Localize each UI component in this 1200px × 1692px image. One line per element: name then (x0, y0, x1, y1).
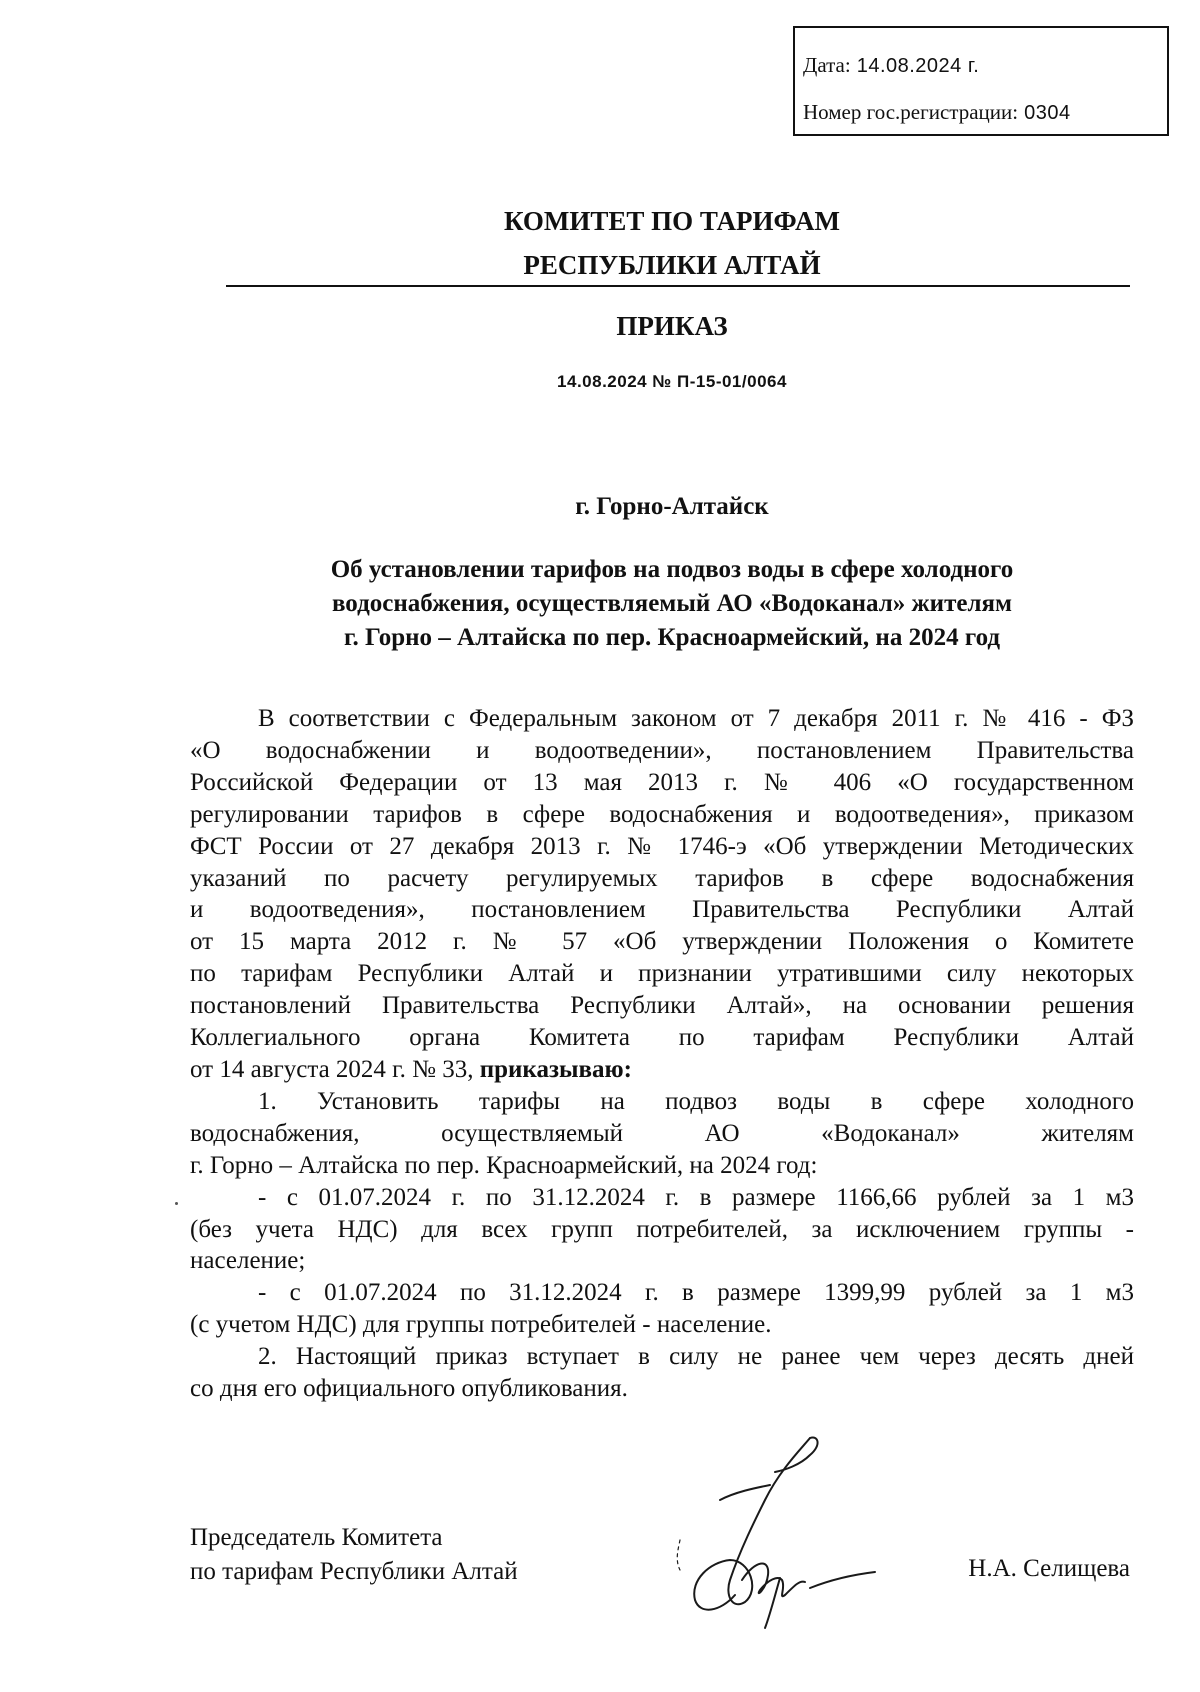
item-line: 1. Установить тарифы на подвоз воды в сфере холодного (258, 1087, 1134, 1115)
tariff-line: (с учетом НДС) для группы потребителей - население. (190, 1311, 772, 1339)
registration-box (793, 26, 1169, 136)
body-line: регулировании тарифов в сфере водоснабжения и водоотведения», приказом (190, 800, 1134, 828)
item-line: водоснабжения, осуществляемый АО «Водоканал» жителям (190, 1119, 1134, 1147)
order-verb: приказываю: (479, 1055, 632, 1083)
reg-number-label: Номер гос.регистрации: (803, 100, 1019, 124)
position-line: Председатель Комитета (190, 1524, 443, 1551)
document-title (222, 553, 1122, 655)
title-line: Об установлении тарифов на подвоз воды в сфере холодного (330, 556, 1014, 583)
registration-number (803, 89, 1167, 136)
item-line: г. Горно – Алтайска по пер. Красноармейский, на 2024 год: (190, 1151, 818, 1179)
signatory-position (190, 1521, 518, 1589)
title-line: водоснабжения, осуществляемый АО «Водоканал» жителям (331, 590, 1013, 617)
body-line: «О водоснабжении и водоотведении», постановлением Правительства (190, 736, 1134, 764)
order-number: 14.08.2024 № П-15-01/0064 (557, 372, 787, 391)
body-line: указаний по расчету регулируемых тарифов в сфере водоснабжения (190, 864, 1134, 892)
tariff-line: население; (190, 1247, 306, 1275)
tariff-line: - с 01.07.2024 г. по 31.12.2024 г. в размере 1166,66 рублей за 1 м3 (258, 1183, 1134, 1211)
date-label: Дата: (803, 53, 851, 77)
tariff-line: - с 01.07.2024 по 31.12.2024 г. в размере 1399,99 рублей за 1 м3 (258, 1279, 1134, 1307)
body-line: от 15 марта 2012 г. № 57 «Об утверждении Положения о Комитете (190, 928, 1134, 956)
title-line: г. Горно – Алтайска по пер. Красноармейский, на 2024 год (343, 624, 1000, 651)
reg-number-value: 0304 (1024, 102, 1071, 124)
body-line: по тарифам Республики Алтай и признании утратившими силу некоторых (190, 960, 1134, 988)
item-line: 2. Настоящий приказ вступает в силу не ранее чем через десять дней (258, 1343, 1134, 1371)
body-line: Российской Федерации от 13 мая 2013 г. № 406 «О государственном (190, 768, 1134, 796)
body-line: Коллегиального органа Комитета по тарифам Республики Алтай (190, 1024, 1134, 1052)
body-text-fragment: от 14 августа 2024 г. № 33, (190, 1055, 474, 1083)
body-line: постановлений Правительства Республики Алтай», на основании решения (190, 992, 1134, 1020)
registration-date (803, 42, 1167, 89)
item-line: со дня его официального опубликования. (190, 1375, 628, 1403)
signatory-name: Н.А. Селищева (968, 1555, 1130, 1582)
handwritten-signature (660, 1430, 920, 1630)
org-name-line2: РЕСПУБЛИКИ АЛТАЙ (523, 250, 821, 280)
document-type: ПРИКАЗ (616, 311, 728, 341)
header-divider (226, 285, 1130, 287)
city: г. Горно-Алтайск (575, 493, 769, 520)
body-line (190, 1054, 1134, 1086)
scan-speck (175, 1202, 178, 1205)
org-name-line1: КОМИТЕТ ПО ТАРИФАМ (503, 206, 841, 236)
tariff-line: (без учета НДС) для всех групп потребителей, за исключением группы - (190, 1215, 1134, 1243)
body-line: ФСТ России от 27 декабря 2013 г. № 1746-э «Об утверждении Методических (190, 832, 1134, 860)
body-line: и водоотведения», постановлением Правительства Республики Алтай (190, 896, 1134, 924)
document-body (190, 703, 1134, 1405)
date-value: 14.08.2024 г. (856, 55, 980, 77)
position-line: по тарифам Республики Алтай (190, 1558, 518, 1585)
body-line: В соответствии с Федеральным законом от 7 декабря 2011 г. № 416 - ФЗ (258, 705, 1134, 732)
